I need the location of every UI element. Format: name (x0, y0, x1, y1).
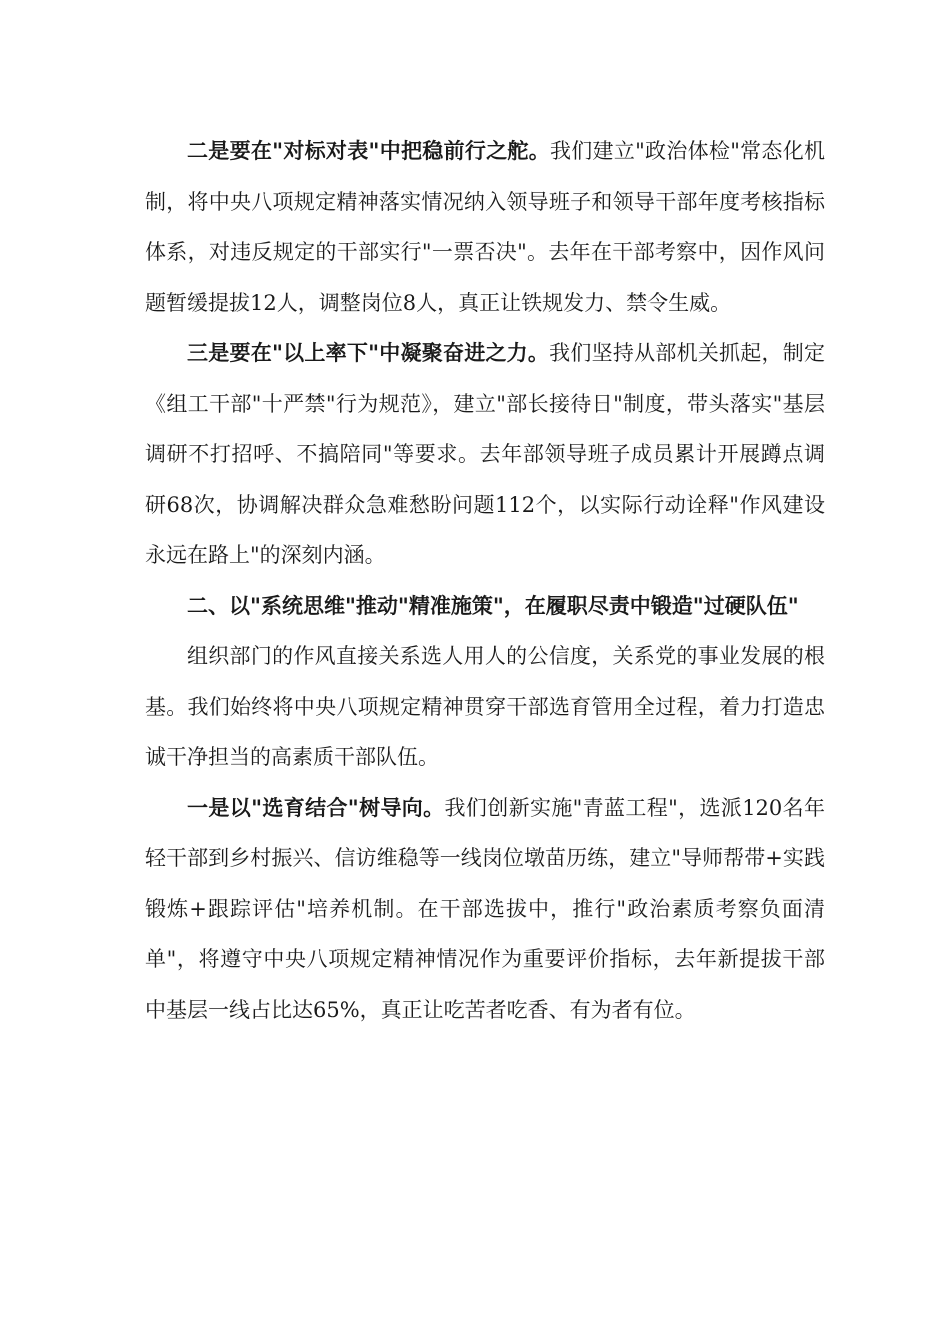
paragraph-lead: 三是要在"以上率下"中凝聚奋进之力。 (187, 340, 550, 365)
paragraph-body: 我们创新实施"青蓝工程"，选派120名年轻干部到乡村振兴、信访维稳等一线岗位墩苗历练，建立"导师帮带+实践锻炼+跟踪评估"培养机制。在干部选拔中，推行"政治素质考察负面清单"，将遵守中央八项规定精神情况作为重要评价指标，去年新提拔干部中基层一线占比达65%，真正让吃苦者吃香、有为者有位。 (145, 795, 825, 1022)
paragraph-point-two (145, 126, 825, 328)
paragraph-body: 我们坚持从部机关抓起，制定《组工干部"十严禁"行为规范》，建立"部长接待日"制度，带头落实"基层调研不打招呼、不搞陪同"等要求。去年部领导班子成员累计开展蹲点调研68次，协调解决群众急难愁盼问题112个，以实际行动诠释"作风建设永远在路上"的深刻内涵。 (145, 341, 825, 567)
section-heading: 二、以"系统思维"推动"精准施策"，在履职尽责中锻造"过硬队伍" (187, 592, 799, 618)
paragraph-point-one (145, 783, 825, 1036)
paragraph-point-three (145, 328, 825, 581)
document-page (145, 126, 825, 1035)
paragraph-lead: 一是以"选育结合"树导向。 (187, 794, 445, 820)
paragraph-body: 我们建立"政治体检"常态化机制，将中央八项规定精神落实情况纳入领导班子和领导干部年度考核指标体系，对违反规定的干部实行"一票否决"。去年在干部考察中，因作风问题暂缓提拔12人，调整岗位8人，真正让铁规发力、禁令生威。 (145, 139, 825, 315)
paragraph-lead: 二是要在"对标对表"中把稳前行之舵。 (187, 138, 550, 163)
section-intro: 组织部门的作风直接关系选人用人的公信度，关系党的事业发展的根基。我们始终将中央八项规定精神贯穿干部选育管用全过程，着力打造忠诚干净担当的高素质干部队伍。 (145, 644, 825, 769)
